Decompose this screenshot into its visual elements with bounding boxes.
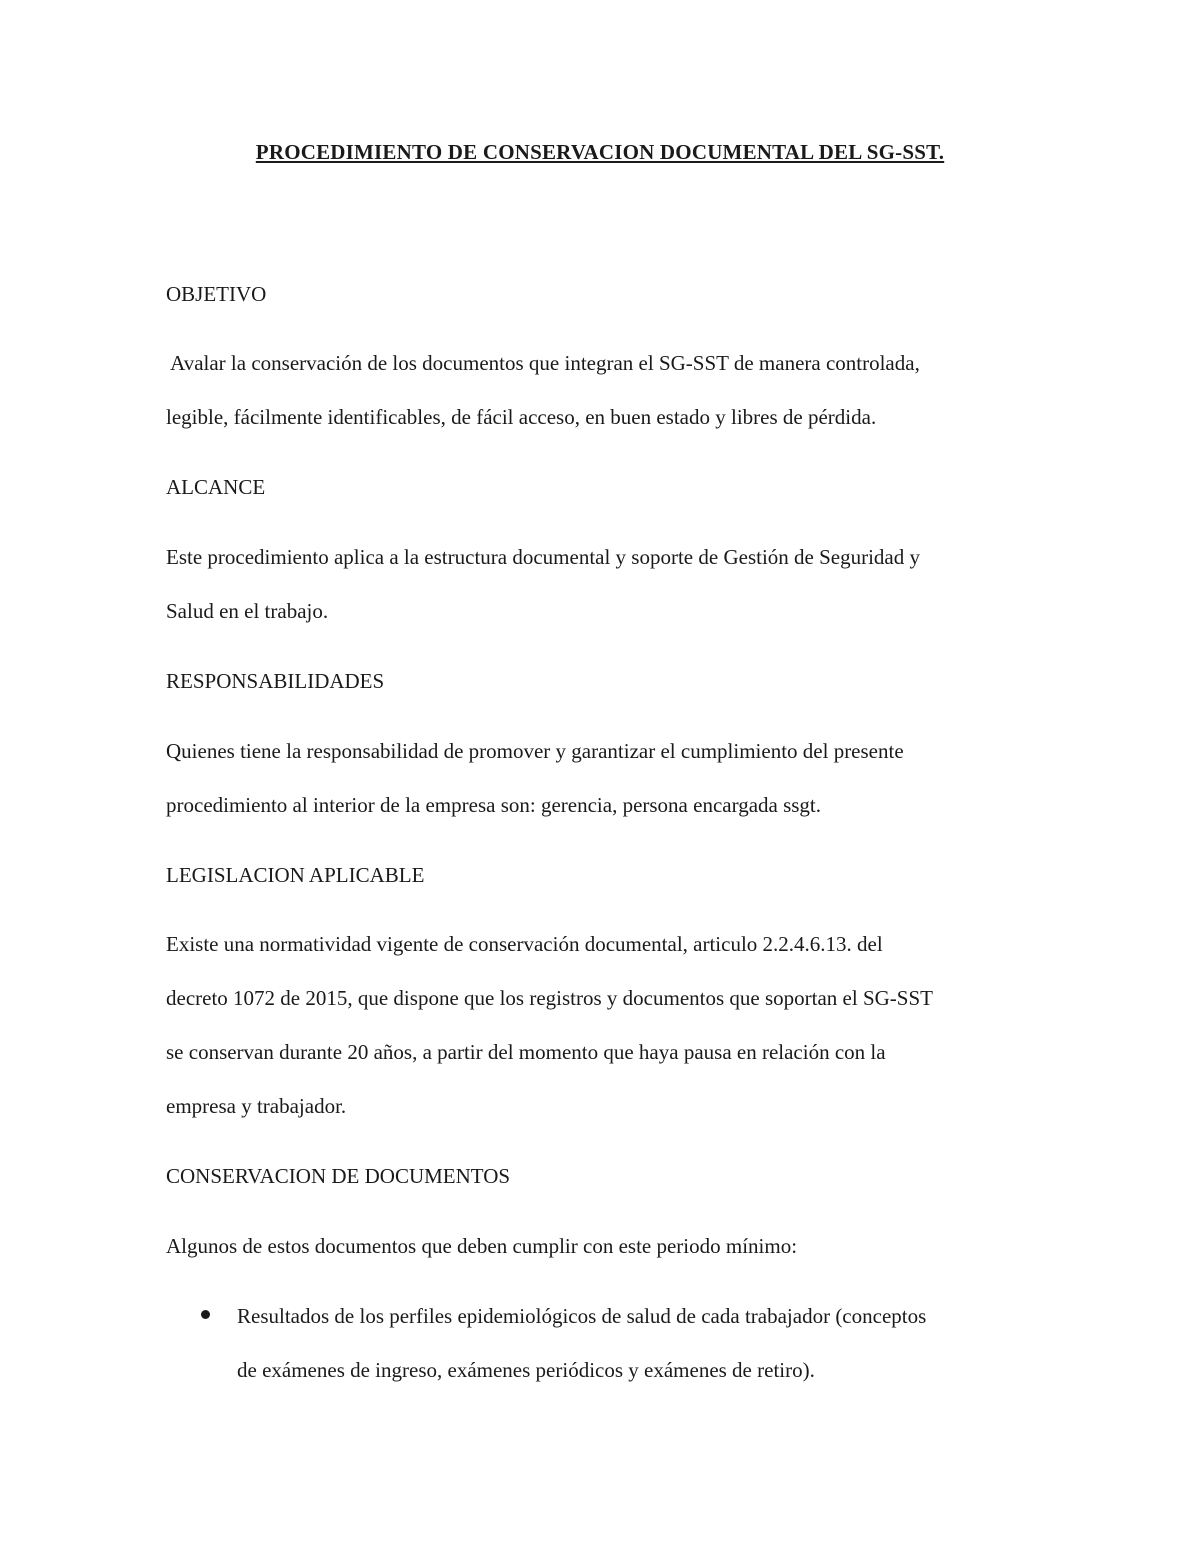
- paragraph-line: Algunos de estos documentos que deben cumplir con este periodo mínimo:: [166, 1234, 798, 1258]
- paragraph-line: decreto 1072 de 2015, que dispone que los registros y documentos que soportan el SG-SST: [166, 986, 933, 1010]
- bullet-icon: [201, 1310, 210, 1319]
- bullet-line: Resultados de los perfiles epidemiológicos de salud de cada trabajador (conceptos: [237, 1304, 927, 1328]
- paragraph-line: Este procedimiento aplica a la estructura documental y soporte de Gestión de Seguridad y: [166, 545, 921, 569]
- document-title: PROCEDIMIENTO DE CONSERVACION DOCUMENTAL DEL SG-SST.: [255, 140, 945, 164]
- paragraph-alcance: [166, 530, 1046, 638]
- paragraph-conservacion-intro: [166, 1219, 1046, 1273]
- bullet-line: de exámenes de ingreso, exámenes periódicos y exámenes de retiro).: [237, 1358, 815, 1382]
- paragraph-line: empresa y trabajador.: [166, 1094, 347, 1118]
- paragraph-line: Existe una normatividad vigente de conservación documental, articulo 2.2.4.6.13. del: [166, 932, 883, 956]
- paragraph-responsabilidades: [166, 724, 1046, 832]
- heading-conservacion: CONSERVACION DE DOCUMENTOS: [166, 1164, 511, 1188]
- heading-responsabilidades: RESPONSABILIDADES: [166, 669, 385, 693]
- heading-objetivo: OBJETIVO: [166, 282, 267, 306]
- bullet-text: [237, 1289, 1037, 1397]
- heading-alcance: ALCANCE: [166, 475, 266, 499]
- paragraph-line: Salud en el trabajo.: [166, 599, 329, 623]
- paragraph-legislacion: [166, 917, 1046, 1133]
- paragraph-objetivo: [166, 336, 1046, 444]
- paragraph-line: legible, fácilmente identificables, de fácil acceso, en buen estado y libres de pérdida.: [166, 405, 877, 429]
- heading-legislacion: LEGISLACION APLICABLE: [166, 863, 425, 887]
- paragraph-line: Quienes tiene la responsabilidad de promover y garantizar el cumplimiento del presente: [166, 739, 904, 763]
- paragraph-line: Avalar la conservación de los documentos que integran el SG-SST de manera controlada,: [166, 351, 920, 375]
- paragraph-line: procedimiento al interior de la empresa son: gerencia, persona encargada ssgt.: [166, 793, 822, 817]
- paragraph-line: se conservan durante 20 años, a partir del momento que haya pausa en relación con la: [166, 1040, 886, 1064]
